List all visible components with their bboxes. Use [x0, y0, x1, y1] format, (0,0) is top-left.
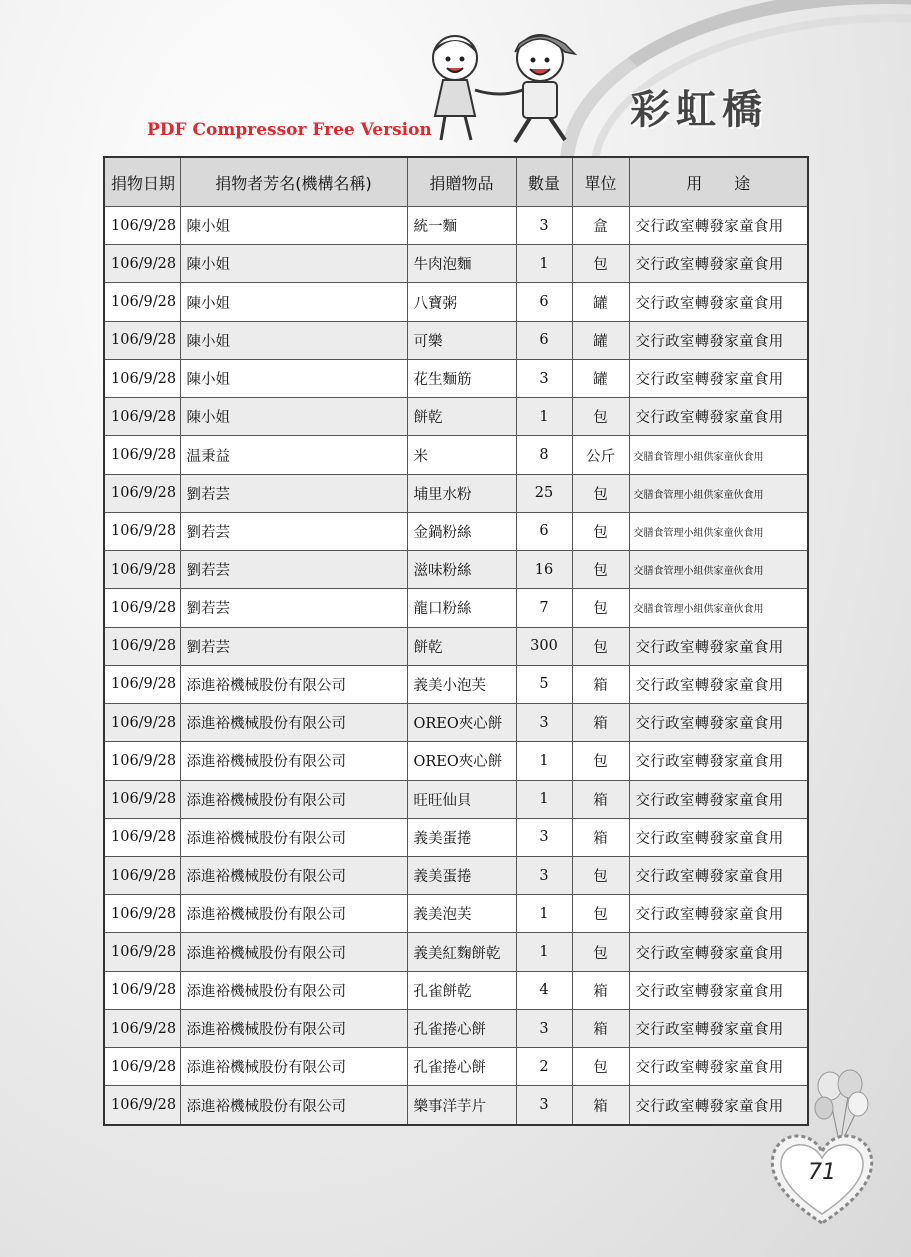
- cell-donor: 添進裕機械股份有限公司: [180, 895, 407, 933]
- cell-item: 樂事洋芋片: [407, 1086, 516, 1125]
- table-row: [104, 704, 808, 742]
- table-header-row: [104, 157, 808, 207]
- cell-item: 金鍋粉絲: [407, 512, 516, 550]
- cell-item: 義美小泡芙: [407, 665, 516, 703]
- cell-date: 106/9/28: [104, 627, 180, 665]
- cell-donor: 添進裕機械股份有限公司: [180, 1086, 407, 1125]
- cell-unit: 罐: [572, 283, 629, 321]
- cell-unit: 包: [572, 856, 629, 894]
- cell-date: 106/9/28: [104, 321, 180, 359]
- cell-purpose: 交行政室轉發家童食用: [629, 245, 808, 283]
- cell-date: 106/9/28: [104, 207, 180, 245]
- cell-date: 106/9/28: [104, 971, 180, 1009]
- cell-purpose: 交行政室轉發家童食用: [629, 359, 808, 397]
- cell-quantity: 1: [516, 895, 572, 933]
- column-header-purpose: 用 途: [629, 157, 808, 207]
- brand-title: 彩虹橋: [630, 86, 768, 133]
- cell-date: 106/9/28: [104, 283, 180, 321]
- table-row: [104, 359, 808, 397]
- cell-purpose: 交行政室轉發家童食用: [629, 818, 808, 856]
- cell-item: 義美蛋捲: [407, 818, 516, 856]
- cell-quantity: 300: [516, 627, 572, 665]
- table-row: [104, 589, 808, 627]
- cell-quantity: 7: [516, 589, 572, 627]
- cell-purpose: 交行政室轉發家童食用: [629, 971, 808, 1009]
- cell-purpose: 交膳食管理小組供家童伙食用: [629, 551, 808, 589]
- cell-date: 106/9/28: [104, 780, 180, 818]
- table-row: [104, 665, 808, 703]
- cell-donor: 温秉益: [180, 436, 407, 474]
- cell-item: 義美紅麴餅乾: [407, 933, 516, 971]
- cell-quantity: 1: [516, 398, 572, 436]
- column-header-donor: 捐物者芳名(機構名稱): [180, 157, 407, 207]
- table-row: [104, 398, 808, 436]
- cell-purpose: 交行政室轉發家童食用: [629, 742, 808, 780]
- cell-quantity: 6: [516, 283, 572, 321]
- cell-date: 106/9/28: [104, 551, 180, 589]
- cell-quantity: 2: [516, 1048, 572, 1086]
- cell-item: 滋味粉絲: [407, 551, 516, 589]
- cell-unit: 包: [572, 1048, 629, 1086]
- cell-date: 106/9/28: [104, 895, 180, 933]
- cell-unit: 箱: [572, 1086, 629, 1125]
- cell-unit: 箱: [572, 818, 629, 856]
- cell-donor: 陳小姐: [180, 398, 407, 436]
- cell-item: 義美蛋捲: [407, 856, 516, 894]
- column-header-unit: 單位: [572, 157, 629, 207]
- cell-donor: 劉若芸: [180, 627, 407, 665]
- cell-unit: 包: [572, 474, 629, 512]
- cell-date: 106/9/28: [104, 589, 180, 627]
- cell-unit: 包: [572, 398, 629, 436]
- cell-unit: 包: [572, 742, 629, 780]
- cell-date: 106/9/28: [104, 398, 180, 436]
- cell-unit: 包: [572, 933, 629, 971]
- cell-date: 106/9/28: [104, 1048, 180, 1086]
- cell-date: 106/9/28: [104, 856, 180, 894]
- cell-donor: 添進裕機械股份有限公司: [180, 665, 407, 703]
- cell-date: 106/9/28: [104, 436, 180, 474]
- cell-donor: 添進裕機械股份有限公司: [180, 818, 407, 856]
- cell-unit: 箱: [572, 665, 629, 703]
- table-row: [104, 1086, 808, 1125]
- watermark-text: PDF Compressor Free Version: [147, 120, 432, 140]
- cell-item: 義美泡芙: [407, 895, 516, 933]
- cell-unit: 包: [572, 551, 629, 589]
- cell-quantity: 1: [516, 245, 572, 283]
- table-row: [104, 856, 808, 894]
- cell-quantity: 3: [516, 856, 572, 894]
- table-row: [104, 512, 808, 550]
- page-number: 71: [808, 1160, 836, 1185]
- cell-purpose: 交行政室轉發家童食用: [629, 704, 808, 742]
- table-row: [104, 283, 808, 321]
- cell-item: 旺旺仙貝: [407, 780, 516, 818]
- cell-quantity: 6: [516, 512, 572, 550]
- cell-unit: 罐: [572, 321, 629, 359]
- cell-donor: 添進裕機械股份有限公司: [180, 971, 407, 1009]
- cell-item: 八寶粥: [407, 283, 516, 321]
- cell-quantity: 3: [516, 1086, 572, 1125]
- cell-date: 106/9/28: [104, 818, 180, 856]
- cell-donor: 劉若芸: [180, 589, 407, 627]
- cell-date: 106/9/28: [104, 474, 180, 512]
- table-row: [104, 742, 808, 780]
- table-row: [104, 436, 808, 474]
- cell-donor: 劉若芸: [180, 512, 407, 550]
- cell-donor: 添進裕機械股份有限公司: [180, 704, 407, 742]
- table-row: [104, 474, 808, 512]
- cell-quantity: 3: [516, 1009, 572, 1047]
- cell-unit: 罐: [572, 359, 629, 397]
- cell-date: 106/9/28: [104, 742, 180, 780]
- cell-item: 埔里水粉: [407, 474, 516, 512]
- table-row: [104, 321, 808, 359]
- table-row: [104, 895, 808, 933]
- cell-donor: 陳小姐: [180, 207, 407, 245]
- cell-item: 牛肉泡麵: [407, 245, 516, 283]
- cell-item: 孔雀捲心餅: [407, 1009, 516, 1047]
- cell-purpose: 交膳食管理小組供家童伙食用: [629, 512, 808, 550]
- cell-quantity: 6: [516, 321, 572, 359]
- cell-donor: 陳小姐: [180, 283, 407, 321]
- column-header-quantity: 數量: [516, 157, 572, 207]
- cell-unit: 包: [572, 589, 629, 627]
- column-header-item: 捐贈物品: [407, 157, 516, 207]
- cell-donor: 添進裕機械股份有限公司: [180, 1009, 407, 1047]
- cell-purpose: 交行政室轉發家童食用: [629, 207, 808, 245]
- cell-item: 可樂: [407, 321, 516, 359]
- cell-quantity: 3: [516, 704, 572, 742]
- cell-quantity: 3: [516, 818, 572, 856]
- cell-purpose: 交行政室轉發家童食用: [629, 1048, 808, 1086]
- cell-date: 106/9/28: [104, 704, 180, 742]
- table-row: [104, 1009, 808, 1047]
- cell-donor: 陳小姐: [180, 245, 407, 283]
- table-row: [104, 933, 808, 971]
- cell-purpose: 交行政室轉發家童食用: [629, 321, 808, 359]
- cell-donor: 添進裕機械股份有限公司: [180, 742, 407, 780]
- table-row: [104, 245, 808, 283]
- cell-purpose: 交行政室轉發家童食用: [629, 933, 808, 971]
- table-row: [104, 780, 808, 818]
- cell-date: 106/9/28: [104, 512, 180, 550]
- cell-quantity: 25: [516, 474, 572, 512]
- cell-quantity: 16: [516, 551, 572, 589]
- cell-item: 餅乾: [407, 627, 516, 665]
- cell-quantity: 3: [516, 207, 572, 245]
- cell-quantity: 1: [516, 780, 572, 818]
- cell-donor: 陳小姐: [180, 321, 407, 359]
- cell-unit: 包: [572, 627, 629, 665]
- donation-table: [103, 156, 809, 1126]
- cell-item: 米: [407, 436, 516, 474]
- cell-item: 花生麵筋: [407, 359, 516, 397]
- cell-quantity: 3: [516, 359, 572, 397]
- cell-unit: 包: [572, 512, 629, 550]
- cell-quantity: 4: [516, 971, 572, 1009]
- cell-purpose: 交行政室轉發家童食用: [629, 895, 808, 933]
- table-row: [104, 551, 808, 589]
- cell-item: OREO夾心餅: [407, 704, 516, 742]
- cell-unit: 公斤: [572, 436, 629, 474]
- cell-purpose: 交行政室轉發家童食用: [629, 283, 808, 321]
- cell-item: OREO夾心餅: [407, 742, 516, 780]
- cell-unit: 包: [572, 245, 629, 283]
- cell-date: 106/9/28: [104, 933, 180, 971]
- cell-purpose: 交行政室轉發家童食用: [629, 1009, 808, 1047]
- cell-purpose: 交膳食管理小組供家童伙食用: [629, 589, 808, 627]
- cell-purpose: 交膳食管理小組供家童伙食用: [629, 474, 808, 512]
- cell-donor: 添進裕機械股份有限公司: [180, 1048, 407, 1086]
- cell-donor: 添進裕機械股份有限公司: [180, 933, 407, 971]
- cell-item: 孔雀捲心餅: [407, 1048, 516, 1086]
- cell-purpose: 交行政室轉發家童食用: [629, 398, 808, 436]
- table-row: [104, 818, 808, 856]
- table-row: [104, 627, 808, 665]
- cell-donor: 劉若芸: [180, 474, 407, 512]
- cell-unit: 箱: [572, 704, 629, 742]
- cell-date: 106/9/28: [104, 245, 180, 283]
- table-row: [104, 207, 808, 245]
- cell-item: 龍口粉絲: [407, 589, 516, 627]
- cell-quantity: 5: [516, 665, 572, 703]
- cell-purpose: 交行政室轉發家童食用: [629, 856, 808, 894]
- cell-unit: 箱: [572, 971, 629, 1009]
- cell-purpose: 交行政室轉發家童食用: [629, 627, 808, 665]
- cell-unit: 盒: [572, 207, 629, 245]
- cell-purpose: 交行政室轉發家童食用: [629, 1086, 808, 1125]
- cell-donor: 陳小姐: [180, 359, 407, 397]
- cell-item: 餅乾: [407, 398, 516, 436]
- column-header-date: 捐物日期: [104, 157, 180, 207]
- children-illustration: [415, 28, 595, 146]
- cell-quantity: 8: [516, 436, 572, 474]
- cell-purpose: 交行政室轉發家童食用: [629, 780, 808, 818]
- cell-unit: 箱: [572, 780, 629, 818]
- cell-quantity: 1: [516, 742, 572, 780]
- cell-date: 106/9/28: [104, 359, 180, 397]
- cell-date: 106/9/28: [104, 1009, 180, 1047]
- cell-donor: 添進裕機械股份有限公司: [180, 856, 407, 894]
- cell-date: 106/9/28: [104, 1086, 180, 1125]
- cell-donor: 添進裕機械股份有限公司: [180, 780, 407, 818]
- cell-date: 106/9/28: [104, 665, 180, 703]
- table-row: [104, 1048, 808, 1086]
- cell-item: 統一麵: [407, 207, 516, 245]
- cell-unit: 包: [572, 895, 629, 933]
- cell-purpose: 交膳食管理小組供家童伙食用: [629, 436, 808, 474]
- cell-quantity: 1: [516, 933, 572, 971]
- cell-purpose: 交行政室轉發家童食用: [629, 665, 808, 703]
- table-row: [104, 971, 808, 1009]
- cell-unit: 箱: [572, 1009, 629, 1047]
- cell-item: 孔雀餅乾: [407, 971, 516, 1009]
- cell-donor: 劉若芸: [180, 551, 407, 589]
